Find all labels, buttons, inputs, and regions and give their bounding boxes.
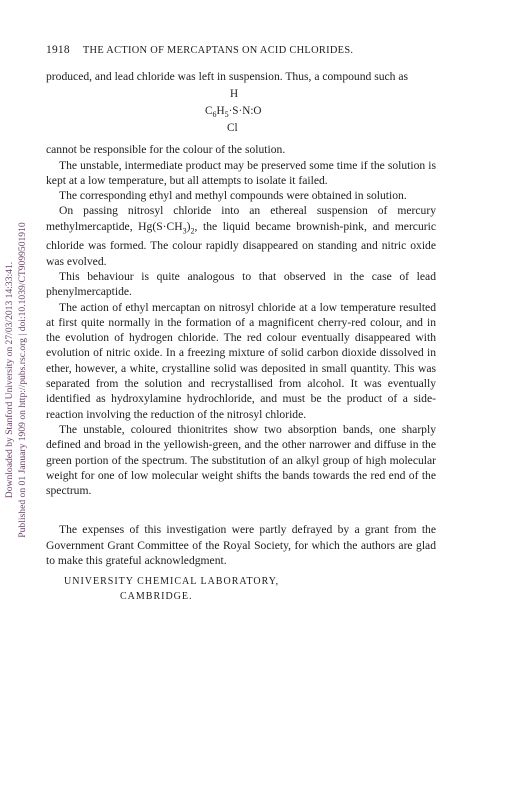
paragraph: The action of ethyl mercaptan on nitrosyl chloride at a low temperature resulted at first quite normally in the formation of a magnificent cherry-red colour, and in the evolution of hydrogen chloride. The red colour eventually disappeared with evolution of nitric oxide. In a freezing mixture of solid carbon dioxide dissolved in ether, however, a white, crystalline solid was deposited in small quantity. This was separated from the solution and recrystallised from alcohol. It was eventually identified as hydroxylamine hydrochloride, and must be the product of a side-reaction involving the reduction of the nitrosyl chloride. [46, 300, 436, 421]
formula-main: $C_6H_5\cdot S\cdot N:O$ [205, 105, 262, 120]
formula-hydrogen: H [230, 88, 239, 101]
download-notice: Downloaded by Stanford University on 27/03/2013 14:33:41. [4, 261, 15, 499]
affiliation [46, 574, 436, 604]
paragraph: cannot be responsible for the colour of the solution. [46, 143, 286, 157]
paragraph: The corresponding ethyl and methyl compounds were obtained in solution. [59, 189, 407, 203]
publication-notice: Published on 01 January 1909 on http://pubs.rsc.org | doi:10.1039/CT9099501910 [16, 222, 28, 538]
paragraph: The unstable, intermediate product may be preserved some time if the solution is kept at a low temperature, but all attempts to isolate it failed. [46, 158, 436, 187]
paragraph-continuation: produced, and lead chloride was left in suspension. Thus, a compound such as [46, 70, 409, 83]
section-gap [46, 498, 436, 522]
affiliation-city: CAMBRIDGE. [120, 591, 193, 603]
paragraph: This behaviour is quite analogous to that observed in the case of lead phenylmercaptide. [46, 269, 436, 299]
running-header [46, 44, 466, 56]
structural-formula [46, 84, 436, 142]
article-body [46, 69, 436, 604]
paragraph: The unstable, coloured thionitrites show two absorption bands, one sharply defined and broad in the yellowish-green, and the other narrower and diffuse in the green portion of the spectrum. The substitution of an alkyl group of high molecular weight for one of low molecular weight shifts the bands towards the red end of the spectrum. [46, 422, 436, 498]
formula-chlorine: Cl [227, 122, 238, 135]
acknowledgment-paragraph: The expenses of this investigation were partly defrayed by a grant from the Government Grant Committee of the Royal Society, for which the authors are glad to make this grateful acknowledgment. [46, 523, 436, 568]
download-watermark [4, 125, 34, 635]
page-number: 1918 [46, 44, 70, 56]
running-title: THE ACTION OF MERCAPTANS ON ACID CHLORIDES. [82, 45, 354, 56]
paragraph: On passing nitrosyl chloride into an ethereal suspension of mercury methylmercaptide, $Hg(S\cdot CH_3)_2$, the liquid became brownish-pink, and mercuric chloride was formed. The colour rapidly disappeared on standing and nitric oxide was evolved. [46, 204, 436, 268]
affiliation-institution: UNIVERSITY CHEMICAL LABORATORY, [64, 576, 280, 588]
